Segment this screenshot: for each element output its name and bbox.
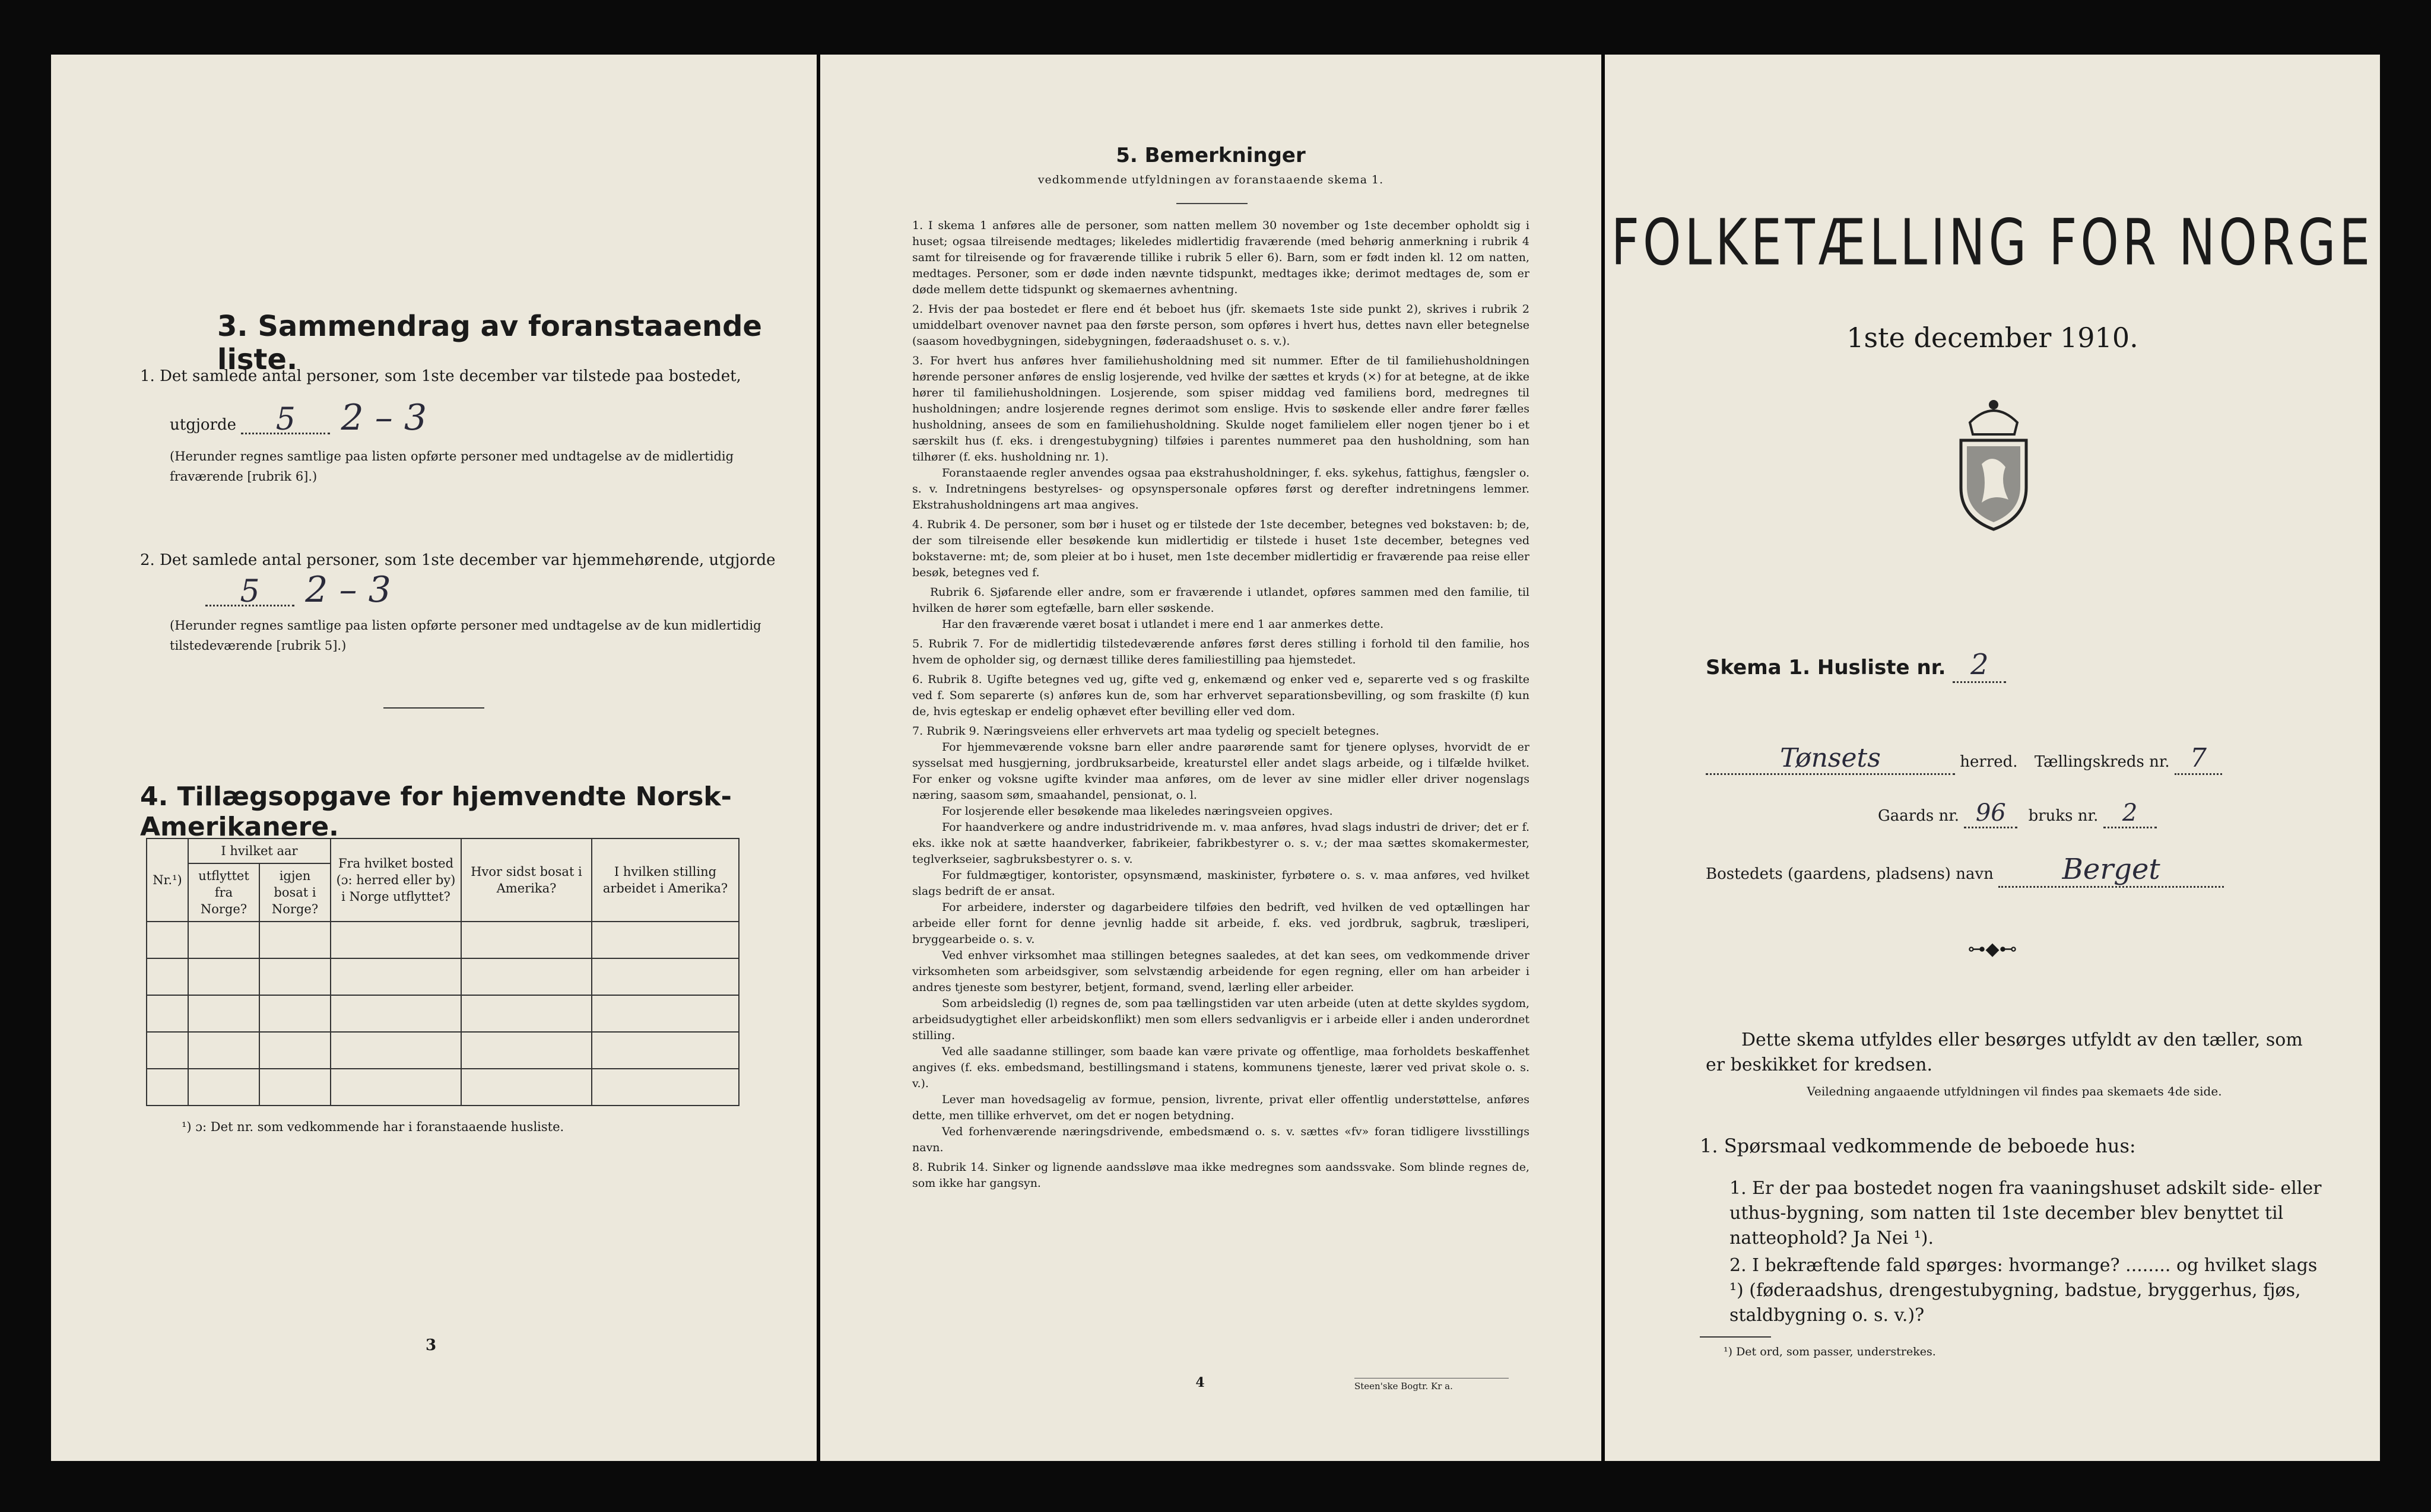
husliste-nr-value: 2 <box>1953 648 2006 683</box>
right-footnote: ¹) Det ord, som passer, understrekes. <box>1724 1345 1936 1358</box>
norsk-amerikanere-table <box>146 838 740 1106</box>
herred-line <box>1706 743 2323 775</box>
question-2: 2. I bekræftende fald spørges: hvormange? ........ og hvilket slags ¹) (føderaadshus, drengestubygning, badstue, bryggerhus, fjøs, staldbygning o. s. v.)? <box>1729 1255 2318 1326</box>
section4-title: 4. Tillægsopgave for hjemvendte Norsk-Amerikanere. <box>140 782 732 842</box>
gaards-label: Gaards nr. <box>1878 807 1960 825</box>
bosted-label: Bostedets (gaardens, pladsens) navn <box>1706 865 1994 883</box>
remark-paragraph: For hjemmeværende voksne barn eller andre paarørende samt for tjenere oplyses, hvorvidt de er sysselsat med husgjerning, jordbruksarbeide, kreaturstel eller andet slags arbeide, og i tilfælde hvilket. For enker og voksne ugifte kvinder maa anføres, om de lever av sine midler eller driver nogenslags næring, saasom søm, smaahandel, pensionat, o. l. <box>912 741 1529 802</box>
th-group: I hvilket aar <box>188 838 331 863</box>
remark-paragraph: Rubrik 6. Sjøfarende eller andre, som er fraværende i utlandet, opføres sammen med den familie, til hvilken de hører som egtefælle, barn eller søskende. <box>912 586 1529 615</box>
schema-line <box>1706 648 2006 683</box>
remark-paragraph: 3. For hvert hus anføres hver familiehusholdning med sit nummer. Efter de til familiehusholdningen hørende personer anføres de enslig losjerende, ved hvilke der sættes et kryds (×) for at betegne, at de ikke hører til familiehusholdningen. Losjerende, som spiser middag ved familiens bord, medregnes til husholdningen; andre losjerende regnes derimot som enslige. Hvis to søskende eller andre fører fælles husholdning, ansees de som en familiehusholdning. Skulde noget familielem eller nogen tjener bo i et særskilt hus (f. eks. i drengestubygning) tilføies i parentes nummeret paa den husholdning, som han tilhører (f. eks. husholdning nr. 1). <box>912 354 1529 463</box>
question-1: 1. Er der paa bostedet nogen fra vaaningshuset adskilt side- eller uthus-bygning, som natten til 1ste december blev benyttet til natteophold? Ja Nei ¹). <box>1729 1178 2322 1249</box>
bemerkninger-title: 5. Bemerkninger <box>1116 144 1306 167</box>
table-row <box>147 922 739 958</box>
kreds-value: 7 <box>2175 743 2222 775</box>
item1-text: 1. Det samlede antal personer, som 1ste december var tilstede paa bostedet, <box>140 367 741 385</box>
remark-paragraph: Ved enhver virksomhet maa stillingen betegnes saaledes, at det kan sees, om vedkommende driver virksomheten som arbeidsgiver, som selvstændig arbeidende for egen regning, eller om han arbeider i andres tjeneste som bestyrer, betjent, formand, svend, lærling eller arbeider. <box>912 949 1529 994</box>
bruks-label: bruks nr. <box>2028 807 2099 825</box>
remark-paragraph: 1. I skema 1 anføres alle de personer, som natten mellem 30 november og 1ste december opholdt sig i huset; ogsaa tilreisende medtages; likeledes midlertidig fraværende (med behørig anmerkning i rubrik 4 samt for tilreisende og for fraværende tillike i rubrik 5 eller 6). Barn, som er født inden kl. 12 om natten, medtages. Personer, som er døde inden nævnte tidspunkt, medtages ikke; derimot medtages de, som er døde mellem dette tidspunkt og skemaernes avhentning. <box>912 219 1529 296</box>
th-fra-hvilket: Fra hvilket bosted (ɔ: herred eller by) i Norge utflyttet? <box>331 838 461 922</box>
left-page <box>51 55 817 1461</box>
remark-paragraph: For haandverkere og andre industridrivende m. v. maa anføres, hvad slags industri de driver; det er f. eks. ikke nok at sætte haandverker, fabrikeier, fabrikbestyrer o. s. v.; der maa sættes skomakermester, teglverkseier, sagbruksbestyrer o. s. v. <box>912 821 1529 866</box>
remark-paragraph: Som arbeidsledig (l) regnes de, som paa tællingstiden var uten arbeide (uten at dette skyldes sygdom, arbeidsudygtighet eller arbeidskonflikt) men som ellers sedvanligvis er i arbeide eller i anden underordnet stilling. <box>912 997 1529 1042</box>
table-row <box>147 958 739 995</box>
table-footnote: ¹) ɔ: Det nr. som vedkommende har i foranstaaende husliste. <box>182 1120 564 1134</box>
printer-imprint: Steen'ske Bogtr. Kr a. <box>1354 1378 1509 1392</box>
census-date: 1ste december 1910. <box>1846 322 2138 354</box>
th-utflyttet: utflyttet fra Norge? <box>188 863 259 922</box>
bosted-value: Berget <box>1998 853 2224 888</box>
middle-page <box>820 55 1601 1461</box>
remark-paragraph: Lever man hovedsagelig av formue, pension, livrente, privat eller offentlig understøttelse, anføres dette, men tillike erhvervet, om det er nogen betydning. <box>912 1093 1529 1122</box>
item2-hand-value: 5 <box>205 579 294 606</box>
remark-paragraph: 7. Rubrik 9. Næringsveiens eller erhvervets art maa tydelig og specielt betegnes. <box>912 725 1379 738</box>
item2-fill <box>205 569 740 611</box>
ornament-icon: ⊶◆⊷ <box>1967 939 2017 960</box>
item2-note: (Herunder regnes samtlige paa listen opførte personer med undtagelse av de kun midlertidig tilstedeværende [rubrik 5].) <box>170 618 761 653</box>
item1-hand-extra: 2 – 3 <box>341 397 427 439</box>
th-stilling: I hvilken stilling arbeidet i Amerika? <box>592 838 739 922</box>
remark-paragraph: For arbeidere, inderster og dagarbeidere tilføies den bedrift, ved hvilken de ved optællingen har arbeide eller fornt for denne jevnlig hadde sit arbeide, f. eks. ved jordbruk, sagbruk, træsliperi, bryggearbeide o. s. v. <box>912 901 1529 946</box>
divider <box>1700 1336 1771 1338</box>
th-igjen: igjen bosat i Norge? <box>259 863 331 922</box>
section3-title: 3. Sammendrag av foranstaaende liste. <box>217 310 762 376</box>
bemerkninger-subtitle: vedkommende utfyldningen av foranstaaende skema 1. <box>1037 173 1384 186</box>
instruction-text: Dette skema utfyldes eller besørges utfyldt av den tæller, som er beskikket for kredsen. <box>1706 1030 2303 1075</box>
divider <box>383 707 484 709</box>
gaards-line <box>1878 799 2157 828</box>
remark-paragraph: 4. Rubrik 4. De personer, som bør i huset og er tilstede der 1ste december, betegnes ved bokstaven: b; de, der som tilreisende eller besøkende kun midlertidig er tilstede i huset 1ste december, betegnes ved bokstaverne: mt; de, som pleier at bo i huset, men 1ste december midlertidig er fraværende paa reise eller besøk, betegnes ved f. <box>912 518 1529 579</box>
item1-note: (Herunder regnes samtlige paa listen opførte personer med undtagelse av de midlertidig fraværende [rubrik 6].) <box>170 449 734 484</box>
item2-text: 2. Det samlede antal personer, som 1ste december var hjemmehørende, utgjorde <box>140 551 776 569</box>
th-hvor-sidst: Hvor sidst bosat i Amerika? <box>461 838 592 922</box>
page-number-4: 4 <box>1195 1375 1205 1390</box>
item1-hand-value: 5 <box>241 406 330 434</box>
remark-paragraph: 5. Rubrik 7. For de midlertidig tilstedeværende anføres først deres stilling i forhold til den familie, hos hvem de opholder sig, og dernæst tillike deres familiestilling paa hjemstedet. <box>912 637 1529 666</box>
table-row <box>147 1069 739 1106</box>
table-row <box>147 1032 739 1069</box>
main-title: FOLKETÆLLING FOR NORGE <box>1611 206 2374 280</box>
kreds-label: Tællingskreds nr. <box>2034 753 2170 771</box>
remarks-body <box>912 218 1529 1192</box>
remark-paragraph: 6. Rubrik 8. Ugifte betegnes ved ug, gifte ved g, enkemænd og enker ved e, separerte ved s og fraskilte ved f. Som separerte (s) anføres kun de, som har erhvervet separationsbevilling, og som fraskilte (f) kun de, hvis egteskap er endelig ophævet efter bevilling eller ved dom. <box>912 673 1529 718</box>
remark-paragraph: For losjerende eller besøkende maa likeledes næringsveien opgives. <box>942 805 1333 818</box>
remark-paragraph: Ved forhenværende næringsdrivende, embedsmænd o. s. v. sættes «fv» foran tidligere livsstillings navn. <box>912 1125 1529 1154</box>
item1-prefix: utgjorde <box>170 416 237 434</box>
bosted-line <box>1706 853 2323 888</box>
herred-label: herred. <box>1960 753 2018 771</box>
th-nr: Nr.¹) <box>147 838 188 922</box>
questions-heading: 1. Spørsmaal vedkommende de beboede hus: <box>1700 1135 2136 1157</box>
remark-paragraph: Foranstaaende regler anvendes ogsaa paa ekstrahusholdninger, f. eks. sykehus, fattighus, fængsler o. s. v. Indretningens bestyrelses- og opsynspersonale opføres først og derefter indretningens lemmer. Ekstrahusholdningens art maa angives. <box>912 466 1529 512</box>
remark-paragraph: Har den fraværende været bosat i utlandet i mere end 1 aar anmerkes dette. <box>942 618 1384 631</box>
table-row <box>147 995 739 1032</box>
remark-paragraph: 2. Hvis der paa bostedet er flere end ét beboet hus (jfr. skemaets 1ste side punkt 2), skrives i rubrik 2 umiddelbart ovenover navnet paa den første person, som opføres i hvert hus, dettes navn eller betegnelse (saasom hovedbygningen, sidebygningen, føderaadshuset o. s. v.). <box>912 303 1529 348</box>
page-number-3: 3 <box>425 1336 437 1354</box>
gaards-value: 96 <box>1964 799 2017 828</box>
schema-label: Skema 1. Husliste nr. <box>1706 656 1946 679</box>
remark-paragraph: 8. Rubrik 14. Sinker og lignende aandssløve maa ikke medregnes som aandssvake. Som blinde regnes de, som ikke har gangsyn. <box>912 1161 1529 1190</box>
item1-fill <box>170 397 763 439</box>
bruks-value: 2 <box>2103 799 2157 828</box>
divider <box>1176 203 1248 204</box>
instruction-sub: Veiledning angaaende utfyldningen vil findes paa skemaets 4de side. <box>1807 1084 2222 1098</box>
item2-hand-extra: 2 – 3 <box>305 569 391 611</box>
coat-of-arms-icon <box>1937 387 2050 535</box>
herred-value: Tønsets <box>1706 743 1955 775</box>
remark-paragraph: Ved alle saadanne stillinger, som baade kan være private og offentlige, maa forholdets beskaffenhet angives (f. eks. embedsmand, bestillingsmand i statens, kommunens tjeneste, lærer ved privat skole o. s. v.). <box>912 1045 1529 1090</box>
right-page <box>1605 55 2380 1461</box>
remark-paragraph: For fuldmægtiger, kontorister, opsynsmænd, maskinister, fyrbøtere o. s. v. maa anføres, ved hvilket slags bedrift de er ansat. <box>912 869 1529 898</box>
